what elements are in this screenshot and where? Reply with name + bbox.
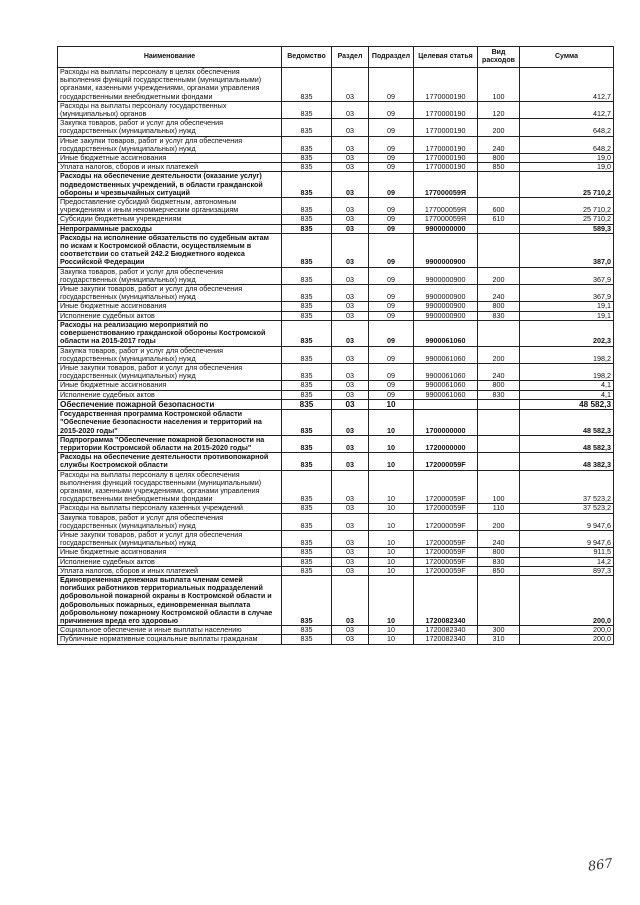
row-section: 03 — [332, 363, 369, 380]
row-sum: 198,2 — [520, 363, 614, 380]
row-section: 03 — [332, 285, 369, 302]
table-row — [58, 68, 614, 102]
row-dept: 835 — [282, 285, 332, 302]
row-subsection: 09 — [369, 215, 414, 224]
row-sum: 200,0 — [520, 575, 614, 625]
row-name: Расходы на реализацию мероприятий по совершенствованию гражданской обороны Костромской области на 2015-2017 годы — [58, 320, 282, 346]
row-subsection: 10 — [369, 410, 414, 436]
row-section: 03 — [332, 470, 369, 504]
row-target: 9900061060 — [414, 390, 478, 399]
row-dept: 835 — [282, 435, 332, 452]
row-target: 1770000190 — [414, 101, 478, 118]
row-subsection: 10 — [369, 566, 414, 575]
table-row — [58, 381, 614, 390]
row-kind — [478, 435, 520, 452]
row-kind — [478, 233, 520, 267]
row-sum: 897,3 — [520, 566, 614, 575]
row-target: 1770000190 — [414, 154, 478, 163]
row-sum: 19,1 — [520, 311, 614, 320]
table-row — [58, 285, 614, 302]
row-name: Иные закупки товаров, работ и услуг для обеспечения государственных (муниципальных) нужд — [58, 530, 282, 547]
table-row — [58, 390, 614, 399]
row-sum: 200,0 — [520, 635, 614, 644]
table-row — [58, 410, 614, 436]
row-dept: 835 — [282, 470, 332, 504]
row-sum: 4,1 — [520, 381, 614, 390]
row-kind: 300 — [478, 626, 520, 635]
row-name: Непрограммные расходы — [58, 224, 282, 233]
row-kind: 800 — [478, 302, 520, 311]
row-subsection: 09 — [369, 136, 414, 153]
table-row — [58, 163, 614, 172]
row-target: 172000059F — [414, 470, 478, 504]
row-sum: 911,5 — [520, 548, 614, 557]
table-row — [58, 513, 614, 530]
table-row — [58, 548, 614, 557]
table-row — [58, 302, 614, 311]
row-section: 03 — [332, 163, 369, 172]
table-row — [58, 435, 614, 452]
row-section: 03 — [332, 566, 369, 575]
row-subsection: 10 — [369, 635, 414, 644]
table-header-row — [58, 47, 614, 68]
row-subsection: 10 — [369, 530, 414, 547]
row-name: Уплата налогов, сборов и иных платежей — [58, 163, 282, 172]
row-subsection: 10 — [369, 470, 414, 504]
row-target: 1720082340 — [414, 626, 478, 635]
row-subsection: 10 — [369, 548, 414, 557]
row-dept: 835 — [282, 575, 332, 625]
row-name: Закупка товаров, работ и услуг для обеспечения государственных (муниципальных) нужд — [58, 346, 282, 363]
row-target: 9900000000 — [414, 224, 478, 233]
row-dept: 835 — [282, 557, 332, 566]
row-name: Расходы на выплаты персоналу государственных (муниципальных) органов — [58, 101, 282, 118]
table-body — [58, 68, 614, 645]
row-kind — [478, 453, 520, 470]
row-target — [414, 399, 478, 409]
row-sum: 9 947,6 — [520, 513, 614, 530]
row-target: 177000059Я — [414, 215, 478, 224]
row-section: 03 — [332, 504, 369, 513]
row-section: 03 — [332, 224, 369, 233]
row-target: 172000059F — [414, 548, 478, 557]
row-name: Субсидии бюджетным учреждениям — [58, 215, 282, 224]
row-kind: 100 — [478, 470, 520, 504]
row-section: 03 — [332, 119, 369, 136]
table-row — [58, 470, 614, 504]
row-section: 03 — [332, 311, 369, 320]
row-name: Исполнение судебных актов — [58, 390, 282, 399]
row-kind — [478, 410, 520, 436]
row-name: Иные закупки товаров, работ и услуг для обеспечения государственных (муниципальных) нужд — [58, 363, 282, 380]
row-sum: 48 382,3 — [520, 453, 614, 470]
row-dept: 835 — [282, 136, 332, 153]
table-row — [58, 198, 614, 215]
row-subsection: 09 — [369, 320, 414, 346]
row-sum: 48 582,3 — [520, 435, 614, 452]
table-row — [58, 557, 614, 566]
budget-table — [57, 46, 614, 645]
row-section: 03 — [332, 198, 369, 215]
row-sum: 25 710,2 — [520, 198, 614, 215]
header-target: Целевая статья — [414, 47, 478, 68]
row-kind: 830 — [478, 311, 520, 320]
row-target: 9900061060 — [414, 381, 478, 390]
row-name: Расходы на выплаты персоналу казенных учреждений — [58, 504, 282, 513]
row-subsection: 09 — [369, 381, 414, 390]
row-section: 03 — [332, 346, 369, 363]
row-name: Обеспечение пожарной безопасности — [58, 399, 282, 409]
row-kind — [478, 224, 520, 233]
table-row — [58, 320, 614, 346]
row-subsection: 09 — [369, 363, 414, 380]
row-dept: 835 — [282, 198, 332, 215]
row-section: 03 — [332, 302, 369, 311]
row-dept: 835 — [282, 513, 332, 530]
row-subsection: 09 — [369, 346, 414, 363]
row-subsection: 09 — [369, 285, 414, 302]
row-sum: 367,9 — [520, 267, 614, 284]
row-sum: 25 710,2 — [520, 215, 614, 224]
row-kind: 610 — [478, 215, 520, 224]
row-sum: 48 582,3 — [520, 399, 614, 409]
row-dept: 835 — [282, 68, 332, 102]
row-kind: 200 — [478, 513, 520, 530]
row-dept: 835 — [282, 101, 332, 118]
row-dept: 835 — [282, 635, 332, 644]
row-kind: 200 — [478, 267, 520, 284]
table-row — [58, 453, 614, 470]
row-dept: 835 — [282, 320, 332, 346]
row-kind: 800 — [478, 548, 520, 557]
table-row — [58, 215, 614, 224]
table-row — [58, 154, 614, 163]
row-dept: 835 — [282, 119, 332, 136]
row-kind: 800 — [478, 381, 520, 390]
row-name: Иные бюджетные ассигнования — [58, 154, 282, 163]
row-dept: 835 — [282, 224, 332, 233]
row-subsection: 09 — [369, 172, 414, 198]
row-dept: 835 — [282, 381, 332, 390]
row-sum: 412,7 — [520, 101, 614, 118]
row-subsection: 09 — [369, 68, 414, 102]
row-section: 03 — [332, 267, 369, 284]
table-row — [58, 575, 614, 625]
row-section: 03 — [332, 575, 369, 625]
row-name: Расходы на обеспечение деятельности (оказание услуг) подведомственных учреждений, в области гражданской обороны и чрезвычайных ситуаций — [58, 172, 282, 198]
row-kind — [478, 320, 520, 346]
table-row — [58, 346, 614, 363]
row-subsection: 10 — [369, 513, 414, 530]
row-target: 9900061060 — [414, 363, 478, 380]
row-dept: 835 — [282, 410, 332, 436]
row-target: 172000059F — [414, 513, 478, 530]
row-sum: 14,2 — [520, 557, 614, 566]
table-row — [58, 363, 614, 380]
row-subsection: 10 — [369, 504, 414, 513]
row-dept: 835 — [282, 453, 332, 470]
row-target: 9900000900 — [414, 311, 478, 320]
row-dept: 835 — [282, 530, 332, 547]
row-sum: 589,3 — [520, 224, 614, 233]
row-subsection: 09 — [369, 267, 414, 284]
row-section: 03 — [332, 154, 369, 163]
row-dept: 835 — [282, 163, 332, 172]
row-kind: 100 — [478, 68, 520, 102]
row-sum: 198,2 — [520, 346, 614, 363]
row-kind: 110 — [478, 504, 520, 513]
table-row — [58, 530, 614, 547]
row-name: Уплата налогов, сборов и иных платежей — [58, 566, 282, 575]
row-target: 9900061060 — [414, 346, 478, 363]
row-sum: 200,0 — [520, 626, 614, 635]
row-section: 03 — [332, 101, 369, 118]
table-row — [58, 136, 614, 153]
row-kind — [478, 575, 520, 625]
row-subsection: 09 — [369, 163, 414, 172]
row-dept: 835 — [282, 626, 332, 635]
row-target: 1700000000 — [414, 410, 478, 436]
row-target: 177000059Я — [414, 172, 478, 198]
row-subsection: 09 — [369, 198, 414, 215]
row-name: Публичные нормативные социальные выплаты гражданам — [58, 635, 282, 644]
row-subsection: 09 — [369, 101, 414, 118]
row-section: 03 — [332, 381, 369, 390]
row-kind: 240 — [478, 530, 520, 547]
row-name: Исполнение судебных актов — [58, 557, 282, 566]
row-target: 1720082340 — [414, 575, 478, 625]
table-row — [58, 267, 614, 284]
row-name: Иные бюджетные ассигнования — [58, 302, 282, 311]
row-section: 03 — [332, 136, 369, 153]
row-name: Исполнение судебных актов — [58, 311, 282, 320]
row-subsection: 10 — [369, 557, 414, 566]
row-subsection: 09 — [369, 154, 414, 163]
row-section: 03 — [332, 320, 369, 346]
table-row — [58, 119, 614, 136]
row-subsection: 10 — [369, 435, 414, 452]
row-section: 03 — [332, 390, 369, 399]
row-kind — [478, 399, 520, 409]
row-dept: 835 — [282, 267, 332, 284]
row-section: 03 — [332, 626, 369, 635]
row-sum: 19,0 — [520, 163, 614, 172]
row-dept: 835 — [282, 346, 332, 363]
row-kind — [478, 172, 520, 198]
row-name: Иные бюджетные ассигнования — [58, 548, 282, 557]
row-subsection: 09 — [369, 119, 414, 136]
budget-sheet — [57, 46, 613, 645]
table-row — [58, 635, 614, 644]
row-dept: 835 — [282, 311, 332, 320]
table-row — [58, 233, 614, 267]
row-kind: 200 — [478, 346, 520, 363]
table-row — [58, 311, 614, 320]
row-kind: 240 — [478, 285, 520, 302]
row-section: 03 — [332, 410, 369, 436]
header-dept: Ведомство — [282, 47, 332, 68]
row-kind: 240 — [478, 136, 520, 153]
row-sum: 37 523,2 — [520, 470, 614, 504]
row-sum: 648,2 — [520, 119, 614, 136]
row-section: 03 — [332, 68, 369, 102]
row-target: 1770000190 — [414, 68, 478, 102]
row-section: 03 — [332, 399, 369, 409]
row-dept: 835 — [282, 363, 332, 380]
row-subsection: 09 — [369, 233, 414, 267]
row-kind: 200 — [478, 119, 520, 136]
row-name: Закупка товаров, работ и услуг для обеспечения государственных (муниципальных) нужд — [58, 513, 282, 530]
row-kind: 830 — [478, 390, 520, 399]
row-target: 9900000900 — [414, 233, 478, 267]
row-name: Иные бюджетные ассигнования — [58, 381, 282, 390]
row-target: 1770000190 — [414, 119, 478, 136]
row-kind: 830 — [478, 557, 520, 566]
row-target: 177000059Я — [414, 198, 478, 215]
page-number-handwritten: 867 — [587, 856, 614, 875]
row-section: 03 — [332, 172, 369, 198]
row-sum: 412,7 — [520, 68, 614, 102]
header-section: Раздел — [332, 47, 369, 68]
row-dept: 835 — [282, 390, 332, 399]
row-section: 03 — [332, 635, 369, 644]
row-target: 1720082340 — [414, 635, 478, 644]
row-name: Расходы на исполнение обязательств по судебным актам по искам к Костромской области, осуществляемым в соответствии со статьей 242.2 Бюджетного кодекса Российской Федерации — [58, 233, 282, 267]
row-sum: 202,3 — [520, 320, 614, 346]
row-name: Закупка товаров, работ и услуг для обеспечения государственных (муниципальных) нужд — [58, 119, 282, 136]
row-kind: 600 — [478, 198, 520, 215]
row-name: Иные закупки товаров, работ и услуг для обеспечения государственных (муниципальных) нужд — [58, 136, 282, 153]
row-kind: 240 — [478, 363, 520, 380]
row-name: Расходы на обеспечение деятельности противопожарной службы Костромской области — [58, 453, 282, 470]
row-kind: 120 — [478, 101, 520, 118]
row-sum: 37 523,2 — [520, 504, 614, 513]
row-name: Расходы на выплаты персоналу в целях обеспечения выполнения функций государственными (муниципальными) органами, казенными учреждениями, органами управления государственными внебюджетными фондами — [58, 470, 282, 504]
header-kind: Вид расходов — [478, 47, 520, 68]
row-name: Расходы на выплаты персоналу в целях обеспечения выполнения функций государственными (муниципальными) органами, казенными учреждениями, органами управления государственными внебюджетными фондами — [58, 68, 282, 102]
row-name: Единовременная денежная выплата членам семей погибших работников территориальных подразделений добровольной пожарной охраны в Костромской области и добровольных пожарных, единовременная выплата добровольному пожарному Костромской области в случае причинения вреда его здоровью — [58, 575, 282, 625]
row-target: 172000059F — [414, 557, 478, 566]
row-subsection: 09 — [369, 302, 414, 311]
row-sum: 48 582,3 — [520, 410, 614, 436]
row-dept: 835 — [282, 302, 332, 311]
table-row — [58, 101, 614, 118]
row-dept: 835 — [282, 399, 332, 409]
row-target: 172000059F — [414, 530, 478, 547]
row-target: 172000059F — [414, 566, 478, 575]
row-target: 9900000900 — [414, 267, 478, 284]
row-target: 172000059F — [414, 453, 478, 470]
row-target: 1720000000 — [414, 435, 478, 452]
row-subsection: 10 — [369, 399, 414, 409]
row-section: 03 — [332, 453, 369, 470]
row-sum: 387,0 — [520, 233, 614, 267]
table-row — [58, 626, 614, 635]
row-sum: 648,2 — [520, 136, 614, 153]
row-section: 03 — [332, 233, 369, 267]
row-kind: 850 — [478, 163, 520, 172]
row-section: 03 — [332, 215, 369, 224]
row-subsection: 09 — [369, 390, 414, 399]
row-name: Государственная программа Костромской области "Обеспечение безопасности населения и территорий на 2015-2020 годы" — [58, 410, 282, 436]
row-section: 03 — [332, 530, 369, 547]
row-name: Социальное обеспечение и иные выплаты населению — [58, 626, 282, 635]
table-row — [58, 399, 614, 409]
header-name: Наименование — [58, 47, 282, 68]
row-sum: 19,1 — [520, 302, 614, 311]
row-dept: 835 — [282, 154, 332, 163]
table-row — [58, 504, 614, 513]
row-subsection: 10 — [369, 453, 414, 470]
row-name: Иные закупки товаров, работ и услуг для обеспечения государственных (муниципальных) нужд — [58, 285, 282, 302]
row-dept: 835 — [282, 566, 332, 575]
row-section: 03 — [332, 513, 369, 530]
row-target: 172000059F — [414, 504, 478, 513]
row-kind: 310 — [478, 635, 520, 644]
row-dept: 835 — [282, 548, 332, 557]
row-target: 1770000190 — [414, 136, 478, 153]
row-subsection: 10 — [369, 626, 414, 635]
row-target: 9900000900 — [414, 285, 478, 302]
row-subsection: 09 — [369, 311, 414, 320]
row-sum: 19,0 — [520, 154, 614, 163]
row-kind: 800 — [478, 154, 520, 163]
row-dept: 835 — [282, 215, 332, 224]
table-row — [58, 566, 614, 575]
row-name: Подпрограмма "Обеспечение пожарной безопасности на территории Костромской области на 2015-2020 годы" — [58, 435, 282, 452]
row-name: Закупка товаров, работ и услуг для обеспечения государственных (муниципальных) нужд — [58, 267, 282, 284]
row-sum: 25 710,2 — [520, 172, 614, 198]
row-target: 9900061060 — [414, 320, 478, 346]
row-dept: 835 — [282, 504, 332, 513]
header-subsection: Подраздел — [369, 47, 414, 68]
row-kind: 850 — [478, 566, 520, 575]
row-section: 03 — [332, 548, 369, 557]
table-row — [58, 224, 614, 233]
row-dept: 835 — [282, 233, 332, 267]
row-subsection: 10 — [369, 575, 414, 625]
row-subsection: 09 — [369, 224, 414, 233]
row-section: 03 — [332, 435, 369, 452]
row-target: 9900000900 — [414, 302, 478, 311]
row-sum: 4,1 — [520, 390, 614, 399]
table-row — [58, 172, 614, 198]
row-name: Предоставление субсидий бюджетным, автономным учреждениям и иным некоммерческим организациям — [58, 198, 282, 215]
row-dept: 835 — [282, 172, 332, 198]
row-sum: 9 947,6 — [520, 530, 614, 547]
header-sum: Сумма — [520, 47, 614, 68]
row-sum: 367,9 — [520, 285, 614, 302]
row-section: 03 — [332, 557, 369, 566]
row-target: 1770000190 — [414, 163, 478, 172]
